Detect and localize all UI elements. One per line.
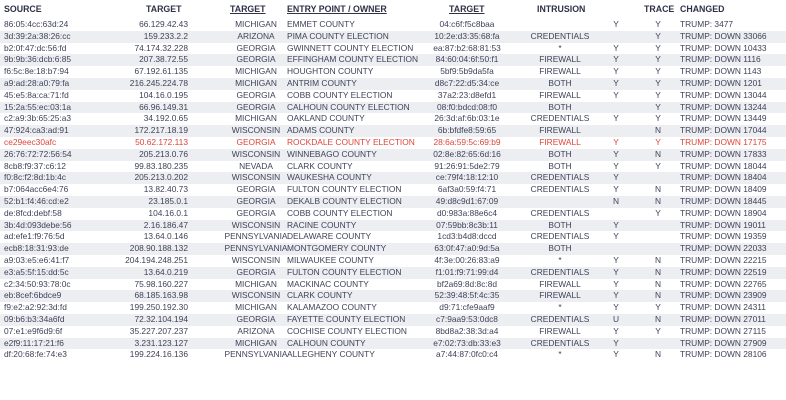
table-row (0, 267, 786, 279)
intrusion-cell: * (558, 254, 562, 265)
entry-point-cell: CLARK COUNTY (287, 160, 353, 171)
target-mac-cell: 02:8e:82:65:6d:16 (433, 148, 501, 159)
header-trace: TRACE (644, 4, 675, 14)
entry-point-cell: DELAWARE COUNTY (287, 231, 372, 242)
entry-point-cell: ADAMS COUNTY (287, 125, 355, 136)
entry-point-cell: KALAMAZOO COUNTY (287, 302, 377, 313)
target-state-cell: WISCONSIN (231, 290, 281, 301)
target-ip-cell: 205.213.0.202 (134, 172, 188, 183)
table-row (0, 196, 786, 208)
changed-cell: TRUMP: DOWN 22519 (680, 266, 767, 277)
target-state-cell: GEORGIA (236, 184, 276, 195)
target-state-cell: PENNSYLVANIA (224, 243, 288, 254)
target-mac-cell: d8c7:22:d5:34:ce (434, 77, 500, 88)
changed-cell: TRUMP: DOWN 27011 (680, 313, 766, 324)
entry-point-cell: FULTON COUNTY ELECTION (287, 184, 402, 195)
changed-cell: TRUMP: DOWN 22765 (680, 278, 767, 289)
trace-cell: Y (655, 207, 661, 218)
header-entry-point: ENTRY POINT / OWNER (287, 4, 387, 14)
source-cell: 86:05:4cc:63d:24 (4, 19, 69, 29)
source-cell: 52:b1:f4:46:cd:e2 (4, 195, 69, 206)
status-mark-cell: Y (613, 77, 619, 88)
intrusion-cell: FIREWALL (539, 125, 581, 136)
entry-point-cell: CALHOUN COUNTY (287, 337, 366, 348)
table-row (0, 349, 786, 361)
target-ip-cell: 66.96.149.31 (139, 101, 188, 112)
target-state-cell: GEORGIA (236, 266, 276, 277)
changed-cell: TRUMP: DOWN 1116 (680, 54, 761, 65)
target-state-cell: MICHIGAN (235, 337, 277, 348)
target-state-cell: ARIZONA (237, 30, 275, 41)
status-mark-cell: Y (613, 278, 619, 289)
header-target-mac: TARGET (449, 4, 485, 14)
trace-cell: N (654, 125, 662, 136)
table-row (0, 54, 786, 66)
source-cell: ad:efe1:f9:76:5d (4, 231, 65, 242)
status-mark-cell: Y (613, 325, 619, 336)
entry-point-cell: FAYETTE COUNTY ELECTION (287, 313, 406, 324)
target-ip-cell: 3.231.123.127 (134, 337, 188, 348)
table-row (0, 184, 786, 196)
target-state-cell: NEVADA (239, 160, 273, 171)
changed-cell: TRUMP: DOWN 17044 (680, 125, 767, 136)
header-source: SOURCE (4, 4, 42, 14)
source-cell: df:20:68:fe:74:e3 (4, 349, 67, 360)
changed-cell: TRUMP: DOWN 22215 (680, 254, 767, 265)
entry-point-cell: CLARK COUNTY (287, 290, 353, 301)
source-cell: 45:e5:8a:ca:71:fd (4, 89, 69, 100)
table-header (0, 4, 786, 18)
source-cell: a9:03:e5:e6:41:f7 (4, 254, 70, 265)
trace-cell: Y (655, 19, 661, 29)
intrusion-cell: BOTH (548, 243, 572, 254)
entry-point-cell: COBB COUNTY ELECTION (287, 89, 393, 100)
table-row (0, 290, 786, 302)
entry-point-cell: MACKINAC COUNTY (287, 278, 369, 289)
target-state-cell: GEORGIA (236, 136, 276, 147)
changed-cell: TRUMP: DOWN 1143 (680, 66, 762, 77)
source-cell: 09:b6:b3:34a6fd (4, 313, 65, 324)
status-mark-cell: Y (613, 19, 619, 29)
changed-cell: TRUMP: DOWN 33066 (680, 30, 767, 41)
changed-cell: TRUMP: 3477 (680, 19, 734, 29)
status-mark-cell: Y (613, 172, 619, 183)
intrusion-cell: BOTH (548, 219, 572, 230)
status-mark-cell: N (612, 195, 620, 206)
table-row (0, 90, 786, 102)
intrusion-cell: CREDENTIALS (530, 231, 590, 242)
target-mac-cell: 04:c6f:f5c8baa (439, 19, 495, 29)
table-row (0, 102, 786, 114)
target-mac-cell: 08:f0:bdcd:08:f0 (436, 101, 498, 112)
changed-cell: TRUMP: DOWN 24311 (680, 302, 766, 313)
target-state-cell: GEORGIA (236, 195, 276, 206)
intrusion-cell: FIREWALL (539, 54, 581, 65)
source-cell: 07:e1:e9f6d9:6f (4, 325, 63, 336)
source-cell: 15:2a:55:ec:03:1a (4, 101, 72, 112)
table-row (0, 279, 786, 291)
status-mark-cell: Y (613, 290, 619, 301)
status-mark-cell: Y (613, 266, 619, 277)
target-state-cell: WISCONSIN (231, 254, 281, 265)
changed-cell: TRUMP: DOWN 13244 (680, 101, 767, 112)
status-mark-cell: Y (613, 349, 619, 360)
entry-point-cell: WINNEBAGO COUNTY (287, 148, 377, 159)
trace-cell: Y (655, 54, 661, 65)
entry-point-cell: ALLEGHENY COUNTY (287, 349, 375, 360)
changed-cell: TRUMP: DOWN 18404 (680, 172, 767, 183)
target-ip-cell: 199.250.192.30 (129, 302, 188, 313)
status-mark-cell: Y (613, 337, 619, 348)
status-mark-cell: Y (613, 302, 619, 313)
trace-cell: Y (655, 77, 661, 88)
intrusion-cell: CREDENTIALS (530, 172, 590, 183)
table-row (0, 314, 786, 326)
target-mac-cell: 28:6a:59:5c:69:b9 (433, 136, 501, 147)
trace-cell: Y (655, 66, 661, 77)
trace-cell: Y (655, 101, 661, 112)
target-ip-cell: 13.82.40.73 (143, 184, 188, 195)
target-mac-cell: ea:87:b2:68:81:53 (433, 42, 501, 53)
target-ip-cell: 205.213.0.76 (139, 148, 188, 159)
changed-cell: TRUMP: DOWN 1201 (680, 77, 762, 88)
changed-cell: TRUMP: DOWN 28106 (680, 349, 767, 360)
target-mac-cell: e7:02:73:db:33:e3 (433, 337, 501, 348)
status-mark-cell: Y (613, 184, 619, 195)
target-mac-cell: 84:60:04:6f:50:f1 (435, 54, 499, 65)
changed-cell: TRUMP: DOWN 23909 (680, 290, 767, 301)
target-ip-cell: 104.16.0.195 (139, 89, 188, 100)
target-state-cell: PENNSYLVANIA (224, 349, 288, 360)
target-mac-cell: f1:01:f9:71:99:d4 (435, 266, 499, 277)
target-state-cell: MICHIGAN (235, 77, 277, 88)
target-ip-cell: 68.185.163.98 (134, 290, 188, 301)
entry-point-cell: FULTON COUNTY ELECTION (287, 266, 402, 277)
source-cell: 26:76:72:72:56:54 (4, 148, 72, 159)
status-mark-cell: Y (613, 54, 619, 65)
header-changed: CHANGED (680, 4, 725, 14)
changed-cell: TRUMP: DOWN 19359 (680, 231, 767, 242)
target-state-cell: MICHIGAN (235, 278, 277, 289)
intrusion-cell: CREDENTIALS (530, 313, 590, 324)
target-mac-cell: 37a2:23:d8efd1 (437, 89, 497, 100)
changed-cell: TRUMP: DOWN 13044 (680, 89, 767, 100)
target-ip-cell: 74.174.32.228 (134, 42, 188, 53)
target-mac-cell: 4f:3e:00:26:83:a9 (434, 254, 500, 265)
target-mac-cell: d9:71:cfe9aaf9 (439, 302, 495, 313)
target-ip-cell: 104.16.0.1 (148, 207, 188, 218)
target-mac-cell: 63:0f:47:a0:9d:5a (434, 243, 500, 254)
table-row (0, 19, 786, 31)
target-mac-cell: 49:d8c9d1:67:09 (435, 195, 499, 206)
table-row (0, 31, 786, 43)
source-cell: 8cb8:f9:37:c6:12 (4, 160, 66, 171)
changed-cell: TRUMP: DOWN 18044 (680, 160, 767, 171)
source-cell: de:8fcd:debf:58 (4, 207, 62, 218)
target-ip-cell: 67.192.61.135 (134, 66, 188, 77)
target-state-cell: ARIZONA (237, 325, 275, 336)
target-ip-cell: 66.129.42.43 (139, 19, 188, 29)
status-mark-cell: U (612, 313, 620, 324)
target-state-cell: GEORGIA (236, 42, 276, 53)
entry-point-cell: MILWAUKEE COUNTY (287, 254, 375, 265)
source-cell: f9:e2:a2:92:3d:fd (4, 302, 67, 313)
entry-point-cell: ANTRIM COUNTY (287, 77, 357, 88)
table-row (0, 78, 786, 90)
changed-cell: TRUMP: DOWN 27115 (680, 325, 766, 336)
source-cell: a9:ad:28:a0:79:fa (4, 77, 70, 88)
trace-cell: Y (655, 113, 661, 124)
target-mac-cell: 26:3d:af:6b:03:1e (434, 113, 500, 124)
table-row (0, 326, 786, 338)
target-ip-cell: 13.64.0.219 (143, 266, 188, 277)
source-cell: c2:34:50:93:78:0c (4, 278, 71, 289)
target-ip-cell: 23.185.0.1 (148, 195, 188, 206)
source-cell: e3:a5:5f:15:dd:5c (4, 266, 69, 277)
target-mac-cell: 6af3a0:59:f4:71 (437, 184, 497, 195)
target-state-cell: MICHIGAN (235, 66, 277, 77)
target-ip-cell: 35.227.207.237 (129, 325, 188, 336)
trace-cell: Y (655, 89, 661, 100)
trace-cell: Y (655, 42, 661, 53)
changed-cell: TRUMP: DOWN 17833 (680, 148, 767, 159)
target-mac-cell: a7:44:87:0fc0:c4 (436, 349, 498, 360)
target-ip-cell: 2.16.186.47 (143, 219, 188, 230)
target-ip-cell: 75.98.160.227 (134, 278, 188, 289)
target-mac-cell: 6b:bfdfe8:59:65 (437, 125, 497, 136)
trace-cell: Y (655, 325, 661, 336)
source-cell: ce29eec30afc (4, 136, 57, 147)
intrusion-cell: FIREWALL (539, 136, 581, 147)
entry-point-cell: COCHISE COUNTY ELECTION (287, 325, 407, 336)
entry-point-cell: PIMA COUNTY ELECTION (287, 30, 389, 41)
header-target-ip: TARGET (146, 4, 182, 14)
target-mac-cell: c7:9aa9:53:0dc8 (436, 313, 498, 324)
table-body (0, 19, 786, 361)
target-state-cell: GEORGIA (236, 313, 276, 324)
entry-point-cell: COBB COUNTY ELECTION (287, 207, 393, 218)
status-mark-cell: Y (613, 254, 619, 265)
target-ip-cell: 72.32.104.194 (134, 313, 188, 324)
source-cell: c2:a9:3b:65:25:a3 (4, 113, 72, 124)
table-row (0, 113, 786, 125)
table-row (0, 243, 786, 255)
target-ip-cell: 216.245.224.78 (129, 77, 188, 88)
target-state-cell: GEORGIA (236, 101, 276, 112)
intrusion-cell: CREDENTIALS (530, 266, 590, 277)
changed-cell: TRUMP: DOWN 18445 (680, 195, 767, 206)
trace-cell: Y (655, 302, 661, 313)
table-row (0, 302, 786, 314)
intrusion-cell: BOTH (548, 148, 572, 159)
target-ip-cell: 172.217.18.19 (134, 125, 188, 136)
intrusion-cell: FIREWALL (539, 89, 581, 100)
intrusion-cell: * (558, 302, 562, 313)
source-cell: e2f9:11:17:21:f6 (4, 337, 64, 348)
header-target-state: TARGET (230, 4, 266, 14)
table-row (0, 149, 786, 161)
target-ip-cell: 99.83.180.235 (134, 160, 188, 171)
trace-cell: N (654, 184, 662, 195)
status-mark-cell: Y (613, 160, 619, 171)
target-mac-cell: ce:79f4:18:12:10 (435, 172, 499, 183)
trace-cell: Y (655, 30, 661, 41)
trace-cell: Y (655, 160, 661, 171)
changed-cell: TRUMP: DOWN 19011 (680, 219, 766, 230)
table-row (0, 338, 786, 350)
target-state-cell: GEORGIA (236, 89, 276, 100)
target-state-cell: PENNSYLVANIA (224, 231, 288, 242)
target-state-cell: MICHIGAN (235, 19, 277, 29)
status-mark-cell: Y (613, 113, 619, 124)
target-mac-cell: 07:59bb:8c3b:11 (436, 219, 498, 230)
target-ip-cell: 199.224.16.136 (129, 349, 188, 360)
table-row (0, 43, 786, 55)
intrusion-cell: BOTH (548, 77, 572, 88)
source-cell: 3d:39:2a:38:26:cc (4, 30, 71, 41)
target-mac-cell: 52:39:48:5f:4c:35 (434, 290, 500, 301)
entry-point-cell: GWINNETT COUNTY ELECTION (287, 42, 414, 53)
target-state-cell: GEORGIA (236, 54, 276, 65)
intrusion-cell: CREDENTIALS (530, 184, 590, 195)
intrusion-cell: BOTH (548, 101, 572, 112)
intrusion-cell: * (558, 42, 562, 53)
entry-point-cell: DEKALB COUNTY ELECTION (287, 195, 402, 206)
table-row-highlighted (0, 137, 786, 149)
target-ip-cell: 207.38.72.55 (139, 54, 188, 65)
source-cell: b2:0f:47:dc:56:fd (4, 42, 67, 53)
source-cell: ecb8:18:31:93:de (4, 243, 69, 254)
entry-point-cell: WAUKESHA COUNTY (287, 172, 372, 183)
status-mark-cell: Y (613, 231, 619, 242)
trace-cell: N (654, 290, 662, 301)
table-row (0, 231, 786, 243)
source-cell: 3b:4d:093debe:56 (4, 219, 72, 230)
entry-point-cell: HOUGHTON COUNTY (287, 66, 374, 77)
changed-cell: TRUMP: DOWN 18409 (680, 184, 767, 195)
intrusion-cell: CREDENTIALS (530, 113, 590, 124)
intrusion-cell: FIREWALL (539, 278, 581, 289)
trace-cell: N (654, 266, 662, 277)
source-cell: f6:5c:8e:18:b7:94 (4, 66, 69, 77)
changed-cell: TRUMP: DOWN 18904 (680, 207, 767, 218)
intrusion-cell: CREDENTIALS (530, 207, 590, 218)
target-mac-cell: bf2a69:8d:8c:8d (436, 278, 498, 289)
target-ip-cell: 13.64.0.146 (143, 231, 188, 242)
status-mark-cell: Y (613, 148, 619, 159)
changed-cell: TRUMP: DOWN 22033 (680, 243, 767, 254)
trace-cell: N (654, 195, 662, 206)
target-state-cell: WISCONSIN (231, 148, 281, 159)
entry-point-cell: EFFINGHAM COUNTY ELECTION (287, 54, 419, 65)
changed-cell: TRUMP: DOWN 13449 (680, 113, 767, 124)
target-mac-cell: 8bd8a2:38:3d:a4 (435, 325, 499, 336)
source-cell: 47:924:ca3:ad:91 (4, 125, 69, 136)
table-row (0, 125, 786, 137)
status-mark-cell: Y (613, 219, 619, 230)
target-state-cell: WISCONSIN (231, 172, 281, 183)
changed-cell: TRUMP: DOWN 27909 (680, 337, 767, 348)
changed-cell: TRUMP: DOWN 17175 (680, 136, 767, 147)
target-mac-cell: d0:983a:88e6c4 (436, 207, 498, 218)
source-cell: 9b:9b:36:dcb:6:85 (4, 54, 72, 65)
source-cell: f0:8c:f2:8d:1b:4c (4, 172, 66, 183)
target-mac-cell: 1cd3:b4d8:dccd (437, 231, 497, 242)
status-mark-cell: Y (613, 42, 619, 53)
entry-point-cell: ROCKDALE COUNTY ELECTION (287, 136, 415, 147)
target-mac-cell: 10:2e:d3:35:68:fa (434, 30, 500, 41)
target-state-cell: MICHIGAN (235, 302, 277, 313)
table-row (0, 220, 786, 232)
table-row (0, 208, 786, 220)
target-ip-cell: 50.62.172.113 (135, 136, 188, 147)
target-ip-cell: 208.90.188.132 (129, 243, 188, 254)
table-row (0, 172, 786, 184)
intrusion-cell: * (558, 349, 562, 360)
status-mark-cell: Y (613, 89, 619, 100)
intrusion-cell: FIREWALL (539, 66, 581, 77)
header-intrusion: INTRUSION (537, 4, 586, 14)
trace-cell: N (654, 313, 662, 324)
trace-cell: N (654, 148, 662, 159)
table-row (0, 255, 786, 267)
target-state-cell: MICHIGAN (235, 113, 277, 124)
table-row (0, 66, 786, 78)
intrusion-cell: FIREWALL (539, 325, 581, 336)
trace-cell: N (654, 349, 662, 360)
target-state-cell: WISCONSIN (231, 219, 281, 230)
intrusion-cell: CREDENTIALS (530, 337, 590, 348)
trace-cell: Y (655, 136, 661, 147)
target-state-cell: GEORGIA (236, 207, 276, 218)
target-ip-cell: 34.192.0.65 (143, 113, 188, 124)
entry-point-cell: CALHOUN COUNTY ELECTION (287, 101, 410, 112)
trace-cell: N (654, 254, 662, 265)
target-mac-cell: 5bf9:5b9da5fa (440, 66, 494, 77)
trace-cell: N (654, 278, 662, 289)
changed-cell: TRUMP: DOWN 10433 (680, 42, 767, 53)
source-cell: b7:064acc6e4:76 (4, 184, 69, 195)
target-mac-cell: 91:26:91:5de2:79 (434, 160, 500, 171)
entry-point-cell: MONTGOMERY COUNTY (287, 243, 387, 254)
table-row (0, 161, 786, 173)
status-mark-cell: Y (613, 66, 619, 77)
source-cell: eb:8cef:6bdce9 (4, 290, 62, 301)
intrusion-cell: CREDENTIALS (530, 30, 590, 41)
intrusion-cell: BOTH (548, 160, 572, 171)
target-ip-cell: 159.233.2.2 (143, 30, 188, 41)
target-state-cell: WISCONSIN (231, 125, 281, 136)
target-ip-cell: 204.194.248.251 (125, 254, 188, 265)
intrusion-cell: FIREWALL (539, 290, 581, 301)
entry-point-cell: RACINE COUNTY (287, 219, 357, 230)
entry-point-cell: OAKLAND COUNTY (287, 113, 365, 124)
entry-point-cell: EMMET COUNTY (287, 19, 355, 29)
status-mark-cell: Y (613, 136, 619, 147)
